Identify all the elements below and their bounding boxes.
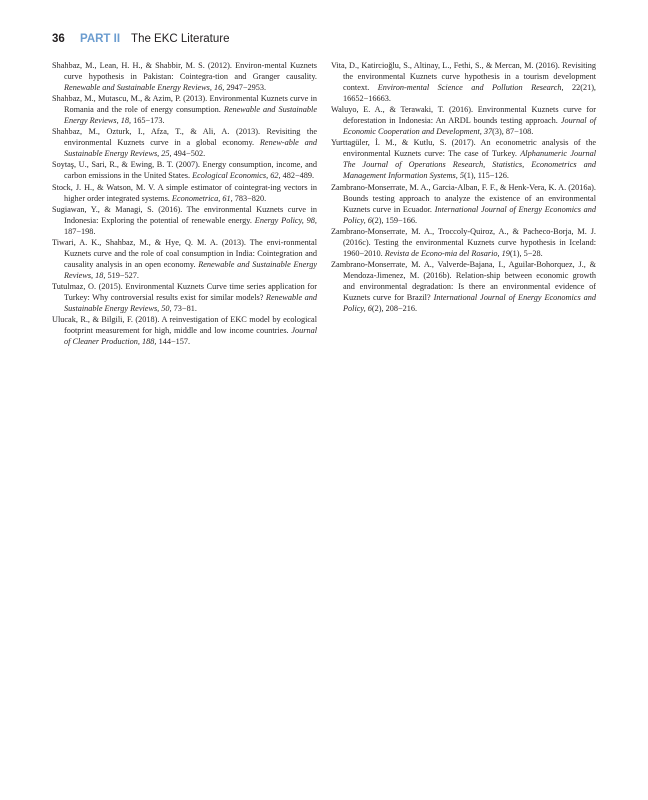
reference-entry: Tiwari, A. K., Shahbaz, M., & Hye, Q. M. A. (2013). The envi-ronmental Kuznets curve and the role of coal consumption in India: Cointegration and causality analysis in an open economy. Renewable and Sustainable Energy Reviews, 18, 519−527.	[52, 237, 317, 280]
running-header	[52, 31, 229, 47]
reference-entry: Tutulmaz, O. (2015). Environmental Kuznets Curve time series application for Turkey: Why controversial results exist for similar models? Renewable and Sustainable Energy Reviews, 50, 73−81.	[52, 281, 317, 314]
chapter-title: The EKC Literature	[131, 33, 230, 45]
reference-entry: Zambrano-Monserrate, M. A., Troccoly-Quiroz, A., & Pacheco-Borja, M. J. (2016c). Testing the environmental Kuznets curve hypothesis in Iceland: 1960−2010. Revista de Econo-mia del Rosario, 19(1), 5−28.	[331, 226, 596, 258]
reference-entry: Ulucak, R., & Bilgili, F. (2018). A reinvestigation of EKC model by ecological footprint measurement for high, middle and low income countries. Journal of Cleaner Production, 188, 144−157.	[52, 315, 317, 347]
reference-entry: Sugiawan, Y., & Managi, S. (2016). The environmental Kuznets curve in Indonesia: Exploring the potential of renewable energy. Energy Policy, 98, 187−198.	[52, 204, 317, 236]
page-number: 36	[52, 33, 65, 45]
reference-entry: Stock, J. H., & Watson, M. V. A simple estimator of cointegrat-ing vectors in higher order integrated systems. Econometrica, 61, 783−820.	[52, 182, 317, 203]
reference-entry: Soytaş, U., Sari, R., & Ewing, B. T. (2007). Energy consumption, income, and carbon emissions in the United States. Ecological Economics, 62, 482−489.	[52, 160, 317, 181]
reference-entry: Shahbaz, M., Mutascu, M., & Azim, P. (2013). Environmental Kuznets curve in Romania and the role of energy consumption. Renewable and Sustainable Energy Reviews, 18, 165−173.	[52, 94, 317, 126]
reference-entry: Zambrano-Monserrate, M. A., Valverde-Bajana, I., Aguilar-Bohorquez, J., & Mendoza-Jimenez, M. (2016b). Relation-ship between economic growth and environmental degradation: Is there an environmental evidence of Kuznets curve for Brazil? International Journal of Energy Economics and Policy, 6(2), 208−216.	[331, 259, 597, 314]
reference-entry: Shahbaz, M., Ozturk, I., Afza, T., & Ali, A. (2013). Revisiting the environmental Kuznets curve in a global economy. Renew-able and Sustainable Energy Reviews, 25, 494−502.	[52, 127, 317, 159]
reference-entry: Vita, D., Katircioğlu, S., Altinay, L., Fethi, S., & Mercan, M. (2016). Revisiting the environmental Kuznets curve hypothesis in a tourism development context. Environ-mental Science and Pollution Research, 22(21), 16652−16663.	[331, 61, 596, 104]
reference-entry: Yurttagüler, İ. M., & Kutlu, S. (2017). An econometric analysis of the environmental Kuznets curve: The case of Turkey. Alphanumeric Journal The Journal of Operations Research, Statistics, Econometrics and Management Information Systems, 5(1), 115−126.	[331, 138, 596, 181]
reference-entry: Zambrano-Monserrate, M. A., Garcia-Alban, F. F., & Henk-Vera, K. A. (2016a). Bounds testing approach to analyze the existence of an environmental Kuznets curve in Ecuador. International Journal of Energy Economics and Policy, 6(2), 159−166.	[331, 182, 596, 225]
reference-entry: Waluyo, E. A., & Terawaki, T. (2016). Environmental Kuznets curve for deforestation in Indonesia: An ARDL bounds testing approach. Journal of Economic Cooperation and Development, 37(3), 87−108.	[331, 105, 596, 137]
references-right-column	[331, 60, 596, 314]
references-left-column	[52, 60, 317, 347]
part-label: PART II	[80, 33, 121, 45]
reference-entry: Shahbaz, M., Lean, H. H., & Shabbir, M. S. (2012). Environ-mental Kuznets curve hypothesis in Pakistan: Cointegra-tion and Granger causality. Renewable and Sustainable Energy Reviews, 16, 2947−2953.	[52, 61, 317, 93]
